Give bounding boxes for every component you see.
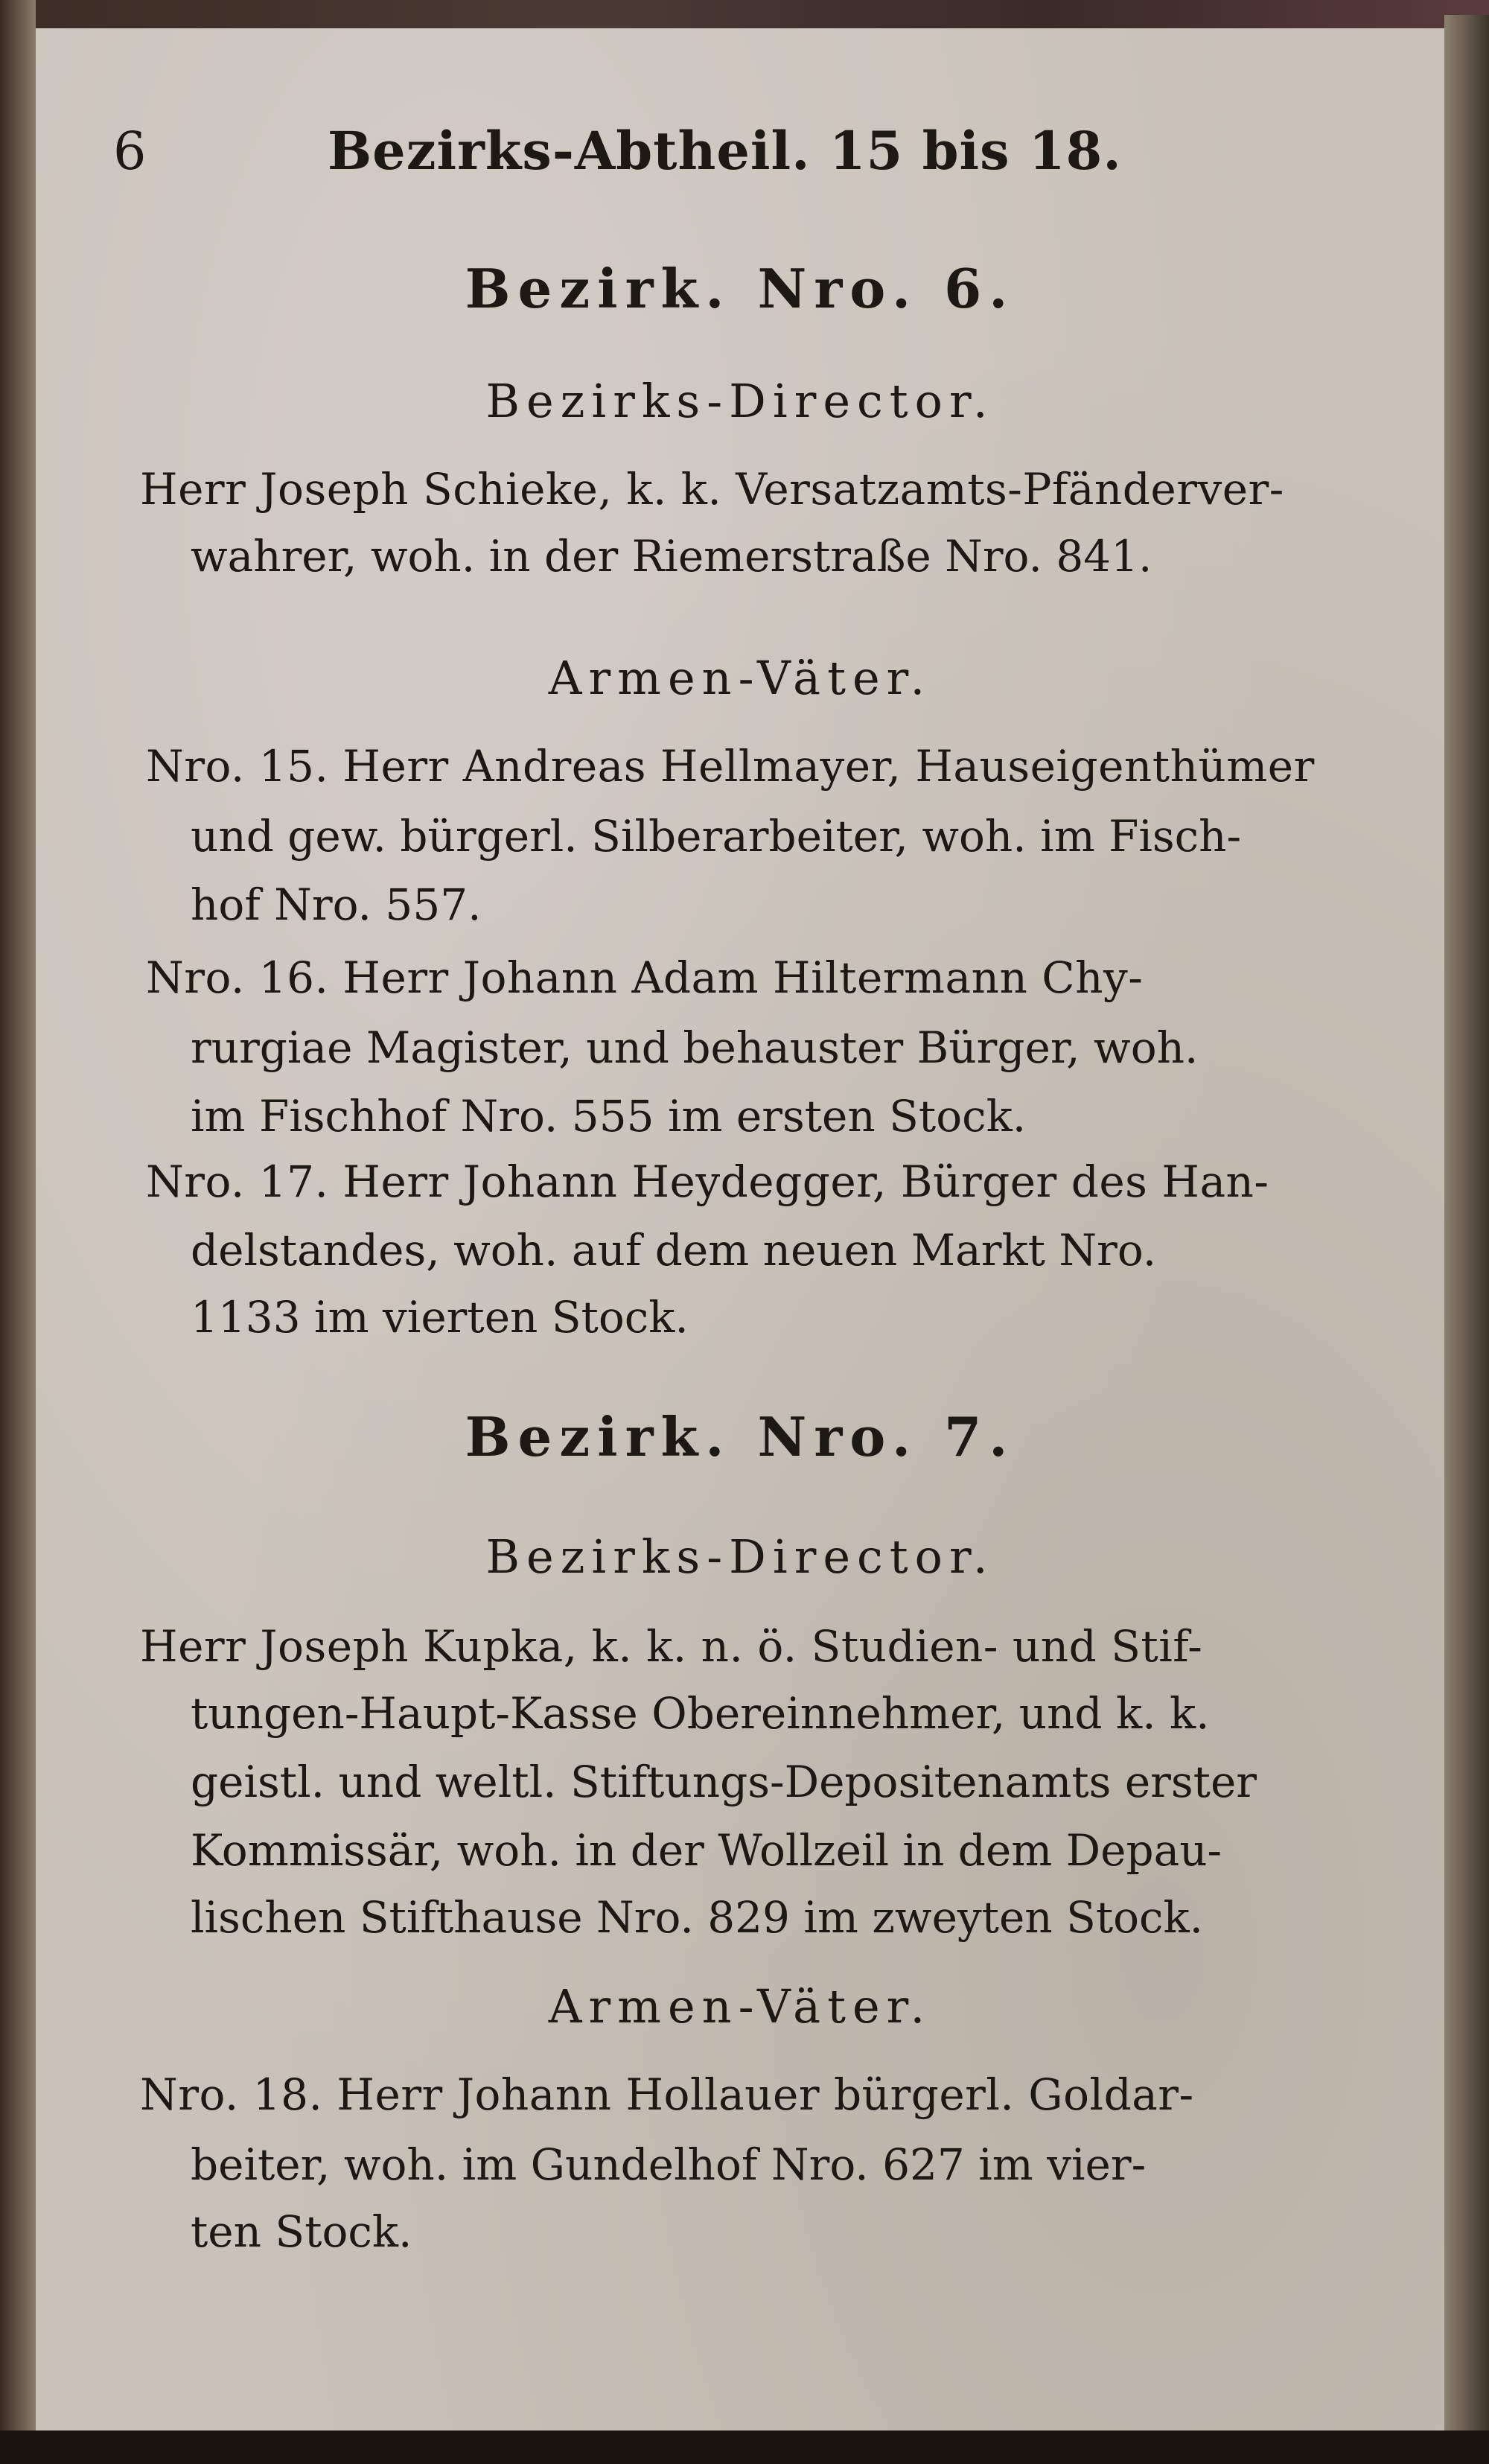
armen-entry-line: im Fischhof Nro. 555 im ersten Stock. (191, 1091, 1027, 1142)
book-cover-edge (1444, 15, 1489, 2464)
armen-vaeter-heading: Armen-Väter. (548, 651, 932, 705)
section-heading-bezirk-7: Bezirk. Nro. 7. (465, 1405, 1015, 1468)
page-number: 6 (113, 121, 147, 182)
director-heading: Bezirks-Director. (485, 1529, 995, 1584)
director-line: wahrer, woh. in der Riemerstraße Nro. 841. (191, 531, 1152, 582)
armen-entry-line: Nro. 15. Herr Andreas Hellmayer, Hauseigenthümer (146, 741, 1315, 792)
armen-entry-line: Nro. 17. Herr Johann Heydegger, Bürger des Han- (146, 1156, 1269, 1207)
armen-vaeter-heading: Armen-Väter. (548, 1979, 932, 2034)
book-top-edge (0, 0, 1489, 30)
armen-entry-line: rurgiae Magister, und behauster Bürger, woh. (191, 1022, 1199, 1073)
director-line: Herr Joseph Kupka, k. k. n. ö. Studien- und Stif- (140, 1621, 1203, 1672)
armen-entry-line: 1133 im vierten Stock. (191, 1292, 689, 1343)
running-head: Bezirks-Abtheil. 15 bis 18. (328, 120, 1122, 182)
director-line: geistl. und weltl. Stiftungs-Depositenamts erster (191, 1757, 1257, 1807)
armen-entry-line: beiter, woh. im Gundelhof Nro. 627 im vier- (191, 2139, 1147, 2190)
director-heading: Bezirks-Director. (485, 374, 995, 428)
book-gutter (0, 0, 36, 2464)
armen-entry-line: delstandes, woh. auf dem neuen Markt Nro. (191, 1225, 1157, 1276)
book-bottom-edge (0, 2430, 1489, 2464)
armen-entry-line: hof Nro. 557. (191, 879, 482, 930)
director-line: Herr Joseph Schieke, k. k. Versatzamts-Pfänderver- (140, 464, 1284, 515)
armen-entry-line: Nro. 16. Herr Johann Adam Hiltermann Chy- (146, 952, 1144, 1003)
director-line: Kommissär, woh. in der Wollzeil in dem Depau- (191, 1825, 1222, 1876)
director-line: tungen-Haupt-Kasse Obereinnehmer, und k. k. (191, 1688, 1210, 1739)
armen-entry-line: Nro. 18. Herr Johann Hollauer bürgerl. Goldar- (140, 2069, 1194, 2120)
armen-entry-line: und gew. bürgerl. Silberarbeiter, woh. im Fisch- (191, 811, 1242, 862)
director-line: lischen Stifthause Nro. 829 im zweyten Stock. (191, 1892, 1204, 1943)
section-heading-bezirk-6: Bezirk. Nro. 6. (465, 257, 1015, 320)
armen-entry-line: ten Stock. (191, 2206, 412, 2257)
